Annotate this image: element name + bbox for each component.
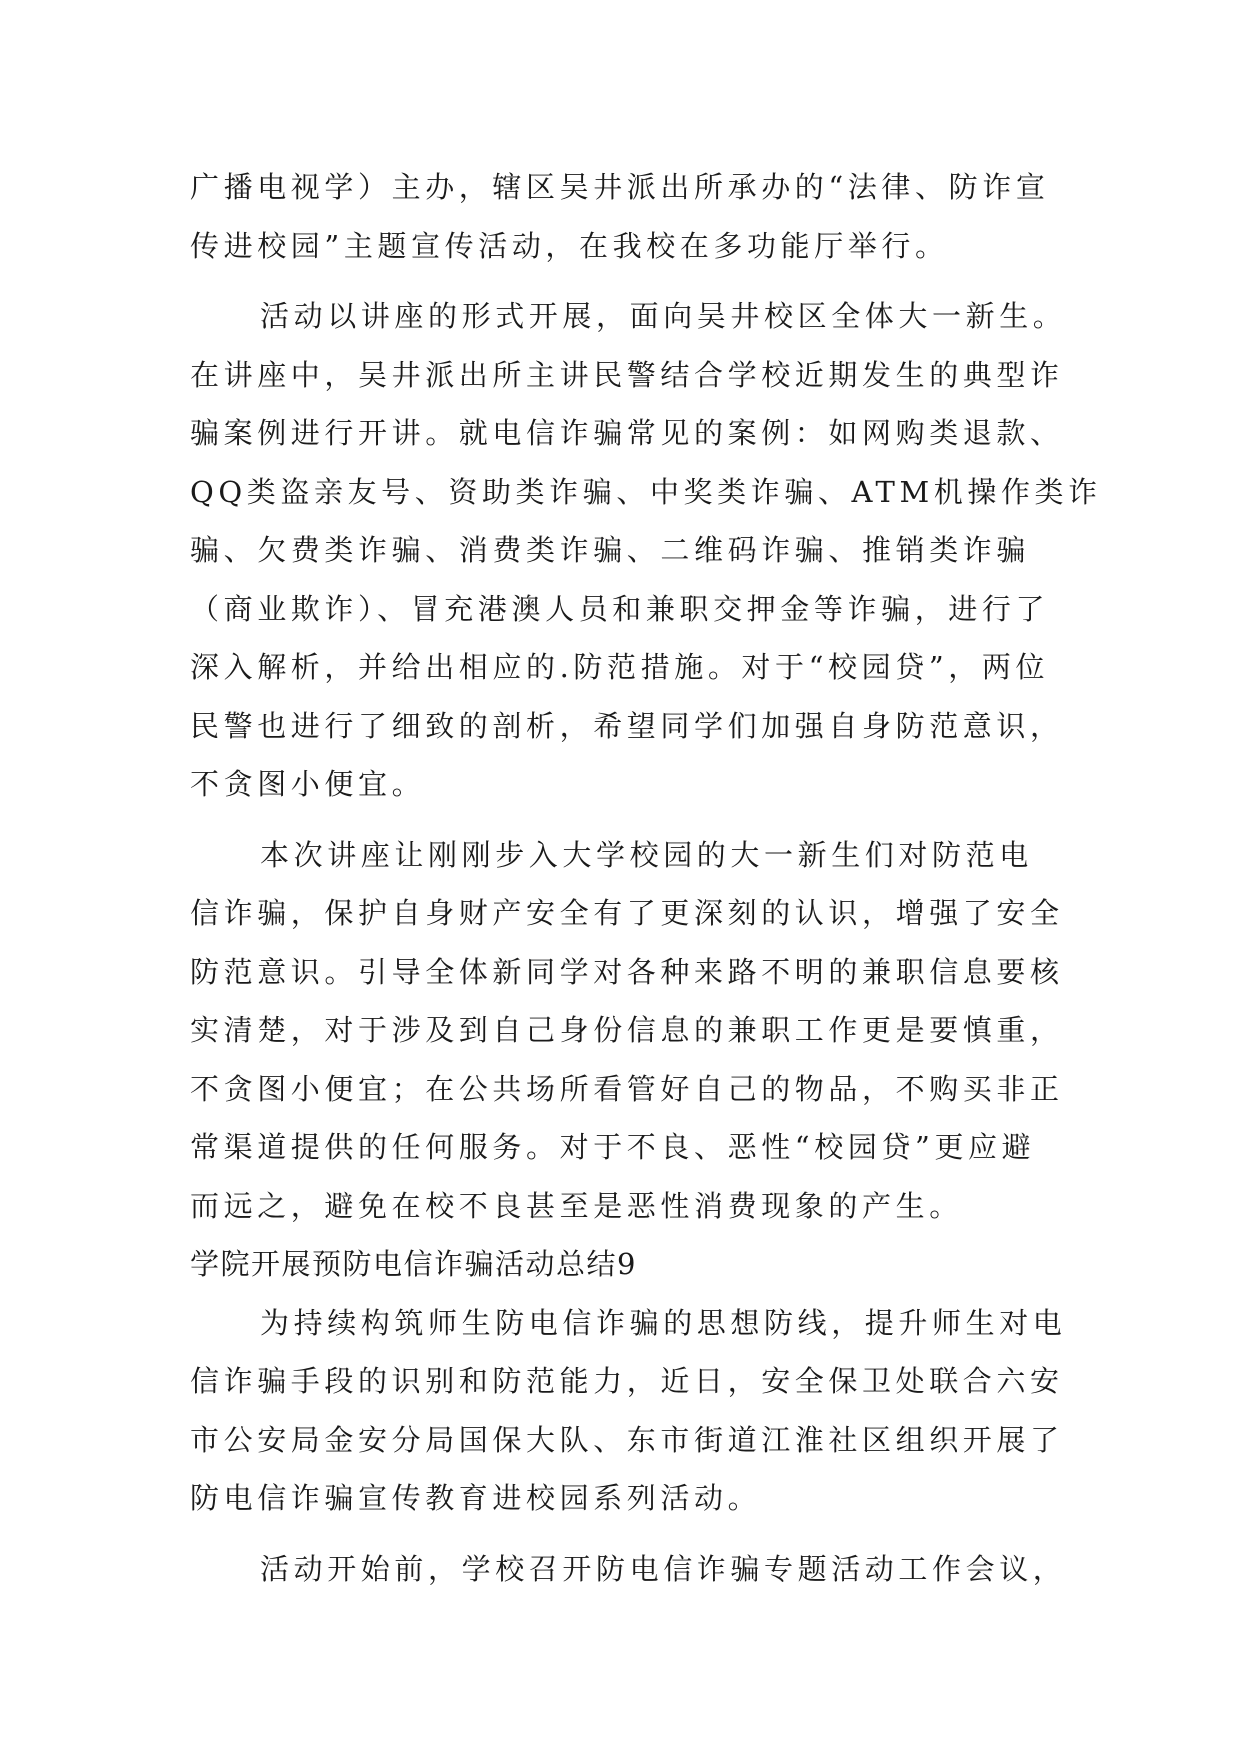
paragraph-line: 防电信诈骗宣传教育进校园系列活动。 — [190, 1481, 762, 1515]
document-body — [190, 158, 1102, 1598]
paragraph-gap — [190, 1528, 1058, 1540]
paragraph-gap — [190, 275, 1058, 287]
paragraph-line: 实清楚，对于涉及到自己身份信息的兼职工作更是要慎重， — [190, 1013, 1064, 1047]
paragraph-line: 民警也进行了细致的剖析，希望同学们加强自身防范意识， — [190, 708, 1064, 743]
paragraph-line: 骗、欠费类诈骗、消费类诈骗、二维码诈骗、推销类诈骗 — [190, 533, 1031, 567]
paragraph-line: 信诈骗，保护自身财产安全有了更深刻的认识，增强了安全 — [190, 896, 1064, 930]
paragraph-line: 深入解析，并给出相应的.防范措施。对于“校园贷”，两位 — [190, 650, 1050, 684]
paragraph-line: 防范意识。引导全体新同学对各种来路不明的兼职信息要核 — [190, 954, 1064, 989]
paragraph-gap — [190, 814, 1058, 826]
paragraph-line: 在讲座中，吴井派出所主讲民警结合学校近期发生的典型诈 — [190, 357, 1064, 392]
paragraph-first-line: 本次讲座让刚刚步入大学校园的大一新生们对防范电 — [260, 837, 1033, 872]
paragraph-line: QQ类盗亲友号、资助类诈骗、中奖类诈骗、ATM机操作类诈 — [190, 474, 1102, 509]
paragraph-line: 不贪图小便宜；在公共场所看管好自己的物品，不购买非正 — [190, 1071, 1064, 1106]
paragraph-line: 常渠道提供的任何服务。对于不良、恶性“校园贷”更应避 — [190, 1130, 1036, 1164]
paragraph-line: 不贪图小便宜。 — [190, 767, 426, 801]
paragraph-line: 市公安局金安分局国保大队、东市街道江淮社区组织开展了 — [190, 1422, 1064, 1457]
paragraph-first-line: 活动以讲座的形式开展，面向吴井校区全体大一新生。 — [260, 299, 1067, 333]
paragraph-line: 而远之，避免在校不良甚至是恶性消费现象的产生。 — [190, 1188, 963, 1223]
paragraph-first-line: 活动开始前，学校召开防电信诈骗专题活动工作会议， — [260, 1551, 1067, 1586]
paragraph-line: 广播电视学）主办，辖区吴井派出所承办的“法律、防诈宣 — [190, 170, 1050, 204]
section-heading: 学院开展预防电信诈骗活动总结9 — [190, 1247, 637, 1281]
paragraph-line: 骗案例进行开讲。就电信诈骗常见的案例：如网购类退款、 — [190, 416, 1064, 450]
paragraph-first-line: 为持续构筑师生防电信诈骗的思想防线，提升师生对电 — [260, 1305, 1067, 1340]
paragraph-line: （商业欺诈）、冒充港澳人员和兼职交押金等诈骗，进行了 — [190, 591, 1050, 626]
paragraph-line: 信诈骗手段的识别和防范能力，近日，安全保卫处联合六安 — [190, 1364, 1064, 1398]
paragraph-line: 传进校园”主题宣传活动，在我校在多功能厅举行。 — [190, 228, 949, 263]
